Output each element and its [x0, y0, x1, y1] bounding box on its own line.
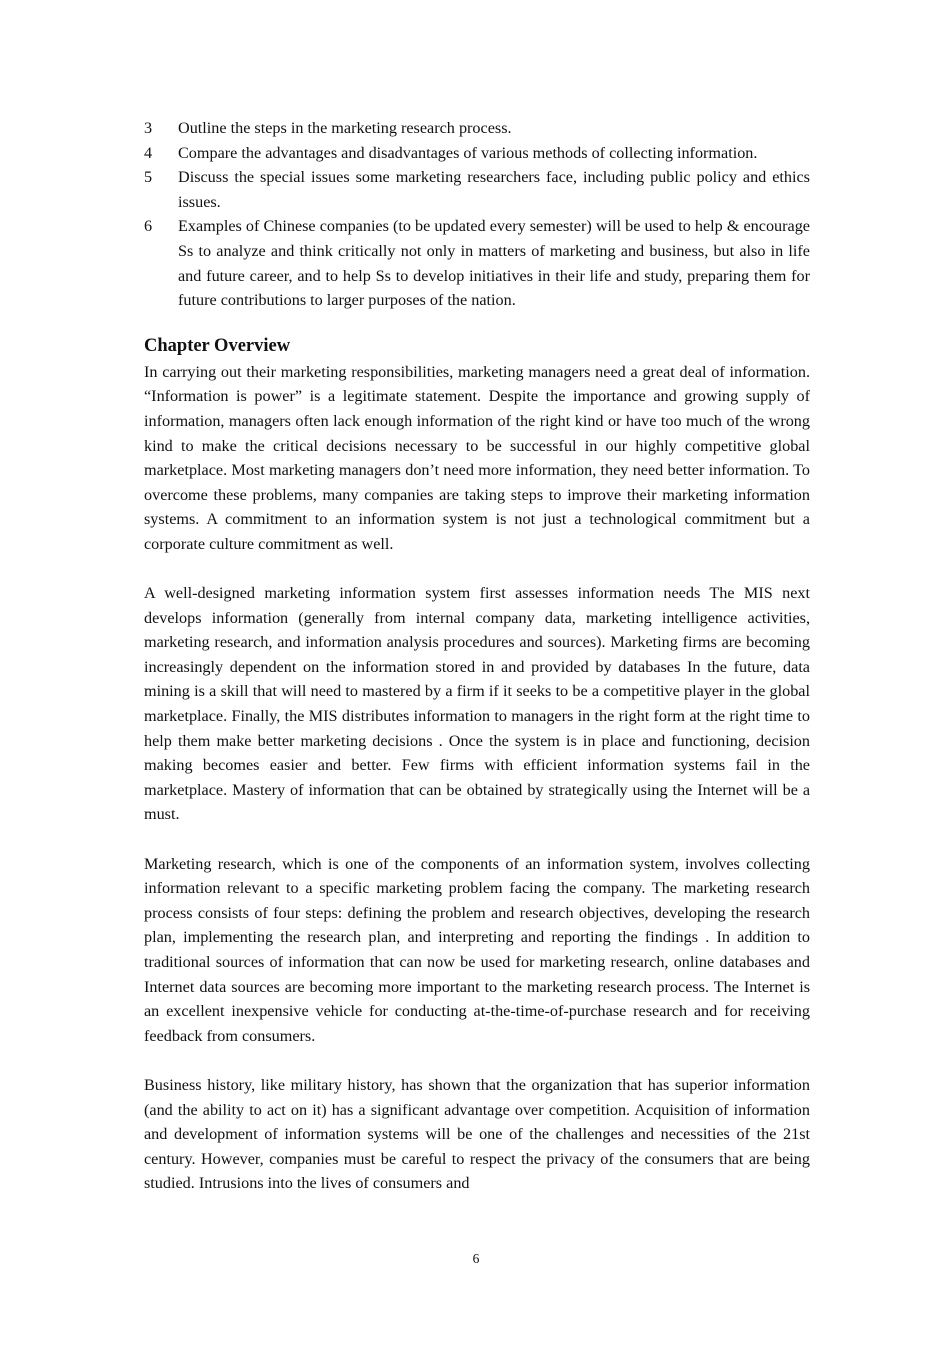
- page-content: [144, 116, 810, 1196]
- overview-paragraph: Business history, like military history, has shown that the organization that has superior information (and the ability to act on it) has a significant advantage over competition. Acquisition of information and development of information systems will be one of the challenges and necessities of the 21st century. However, companies must be careful to respect the privacy of the consumers that are being studied. Intrusions into the lives of consumers and: [144, 1075, 810, 1193]
- objective-item: [144, 165, 810, 214]
- objective-item: [144, 141, 810, 166]
- objective-item: [144, 116, 810, 141]
- objective-number: 4: [144, 143, 153, 162]
- objective-number: 6: [144, 217, 153, 236]
- overview-paragraph: In carrying out their marketing responsibilities, marketing managers need a great deal of information. “Information is power” is a legitimate statement. Despite the importance and growing supply of information, managers often lack enough information of the right kind or have too much of the wrong kind to make the critical decisions necessary to be successful in our highly competitive global marketplace. Most marketing managers don’t need more information, they need better information. To overcome these problems, many companies are taking steps to improve their marketing information systems. A commitment to an information system is not just a technological commitment but a corporate culture commitment as well.: [144, 362, 810, 553]
- overview-paragraph: Marketing research, which is one of the components of an information system, involves collecting information relevant to a specific marketing problem facing the company. The marketing research process consists of four steps: defining the problem and research objectives, developing the research plan, implementing the research plan, and interpreting and reporting the findings . In addition to traditional sources of information that can now be used for marketing research, online databases and Internet data sources are becoming more important to the marketing research process. The Internet is an excellent inexpensive vehicle for conducting at-the-time-of-purchase research and for receiving feedback from consumers.: [144, 854, 810, 1045]
- objective-number: 3: [144, 119, 153, 137]
- objective-text: Discuss the special issues some marketing researchers face, including public policy and ethics issues.: [178, 168, 810, 211]
- chapter-overview-heading: Chapter Overview: [144, 335, 291, 356]
- objective-text: Examples of Chinese companies (to be updated every semester) will be used to help & encourage Ss to analyze and think critically not only in matters of marketing and business, but also in life and future career, and to help Ss to develop initiatives in their life and study, preparing them for future contributions to larger purposes of the nation.: [178, 217, 810, 310]
- page-number: 6: [472, 1251, 480, 1266]
- objectives-list: [144, 116, 810, 313]
- objective-item: [144, 214, 810, 312]
- objective-text: Compare the advantages and disadvantages of various methods of collecting information.: [178, 143, 758, 162]
- objective-number: 5: [144, 168, 153, 187]
- objective-text: Outline the steps in the marketing research process.: [178, 119, 512, 137]
- overview-paragraph: A well-designed marketing information system first assesses information needs The MIS next develops information (generally from internal company data, marketing intelligence activities, marketing research, and information analysis procedures and sources). Marketing firms are becoming increasingly dependent on the information stored in and provided by databases In the future, data mining is a skill that will need to mastered by a firm if it seeks to be a competitive player in the global marketplace. Finally, the MIS distributes information to managers in the right form at the right time to help them make better marketing decisions . Once the system is in place and functioning, decision making becomes easier and better. Few firms with efficient information systems fail in the marketplace. Mastery of information that can be obtained by strategically using the Internet will be a must.: [144, 584, 810, 824]
